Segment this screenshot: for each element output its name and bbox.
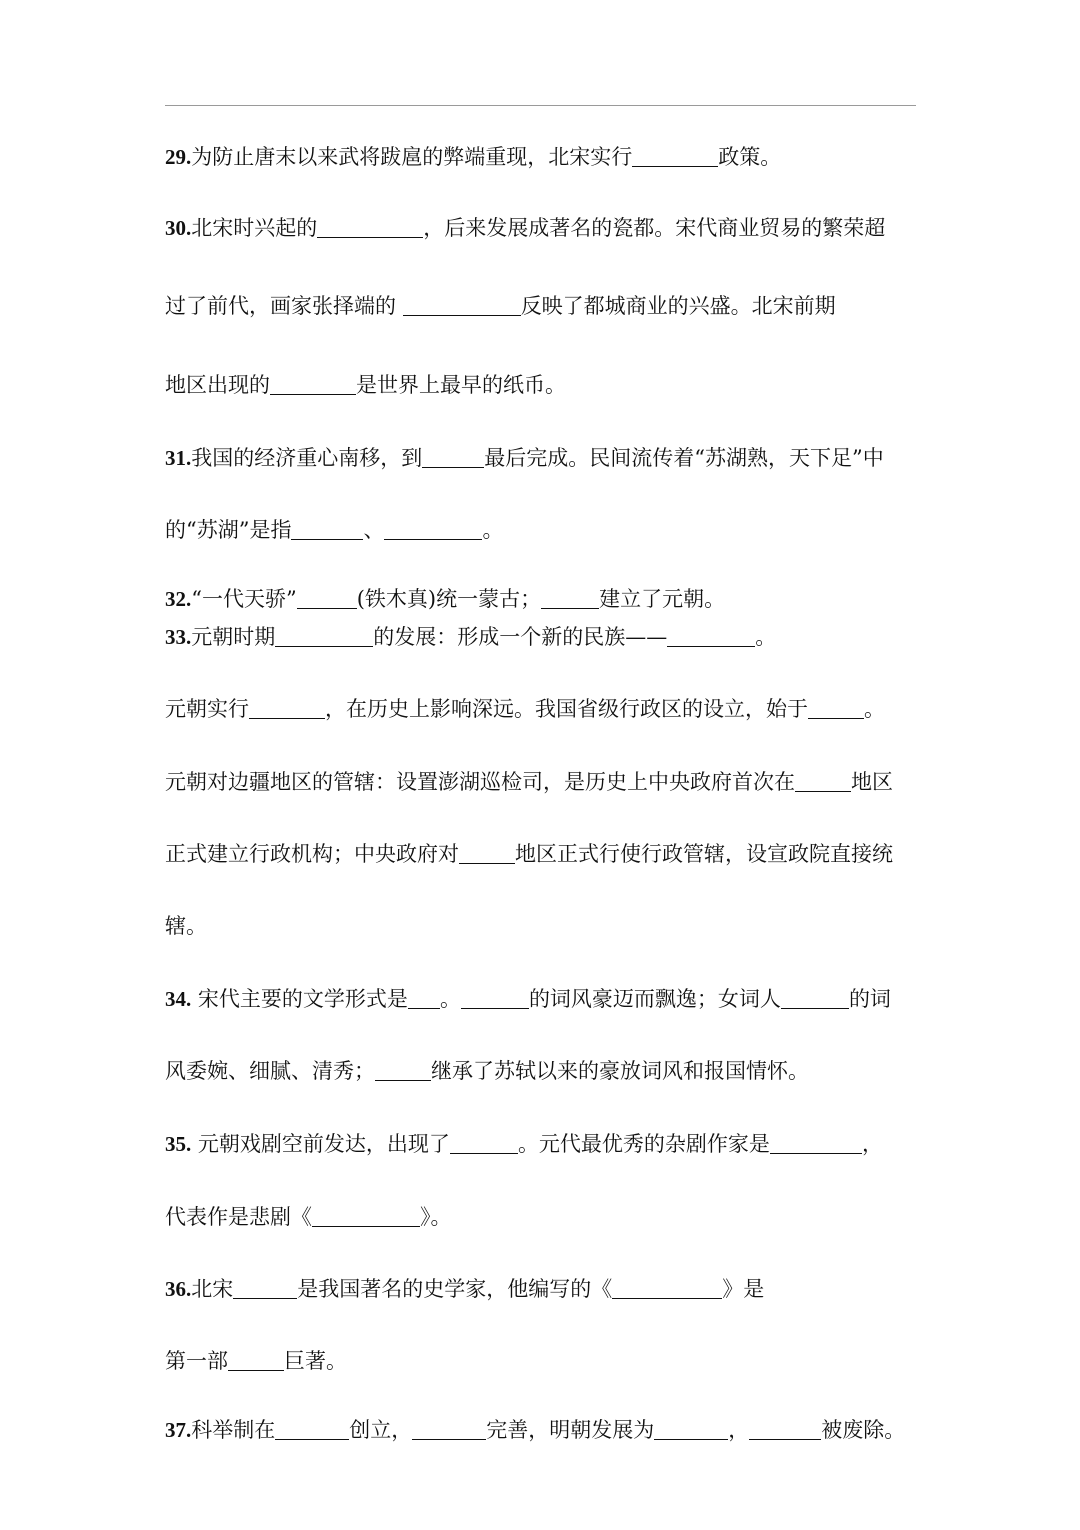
question-text: 正式建立行政机构；中央政府对: [165, 842, 459, 866]
question-text: 的“苏湖”是指: [165, 518, 292, 542]
answer-blank[interactable]: [422, 447, 484, 468]
question-31-line-2: [165, 515, 925, 545]
answer-blank[interactable]: [781, 988, 849, 1009]
question-text: 被废除。: [821, 1418, 906, 1442]
answer-blank[interactable]: [795, 771, 851, 792]
question-text: 元朝戏剧空前发达，出现了: [191, 1132, 450, 1156]
question-text: 创立，: [349, 1418, 413, 1442]
question-text: “一代天骄”: [191, 587, 297, 611]
question-text: 地区正式行使行政管辖，设宣政院直接统: [515, 842, 893, 866]
question-text: 完善，明朝发展为: [486, 1418, 655, 1442]
question-text: 》。: [420, 1205, 452, 1229]
question-35: [165, 1129, 925, 1159]
question-text: (铁木真)统一蒙古；: [356, 587, 542, 611]
question-text: 。元代最优秀的杂剧作家是: [517, 1132, 770, 1156]
question-text: 为防止唐末以来武将跋扈的弊端重现，北宋实行: [191, 145, 633, 169]
answer-blank[interactable]: [412, 1419, 486, 1440]
question-text: ，后来发展成著名的瓷都。宋代商业贸易的繁荣超: [423, 216, 886, 240]
answer-blank[interactable]: [450, 1133, 518, 1154]
question-33-line-2: [165, 694, 925, 724]
question-text: 反映了都城商业的兴盛。北宋前期: [520, 294, 836, 318]
answer-blank[interactable]: [808, 698, 864, 719]
answer-blank[interactable]: [233, 1278, 297, 1299]
question-text: 是世界上最早的纸币。: [356, 373, 566, 397]
question-text: 。: [439, 987, 461, 1011]
question-text: 最后完成。民间流传着“苏湖熟，天下足”中: [484, 446, 884, 470]
question-text: 。: [864, 697, 885, 721]
question-number: 36.: [165, 1277, 192, 1301]
question-text: 》是: [722, 1277, 765, 1301]
answer-blank[interactable]: [275, 626, 373, 647]
question-34-line-2: [165, 1056, 925, 1086]
question-text: ，: [861, 1132, 883, 1156]
question-text: 地区出现的: [165, 373, 270, 397]
question-33-line-3: [165, 767, 925, 797]
question-text: 地区: [851, 770, 893, 794]
question-29: [165, 142, 925, 172]
question-36: [165, 1274, 925, 1304]
question-number: 30.: [165, 216, 192, 240]
answer-blank[interactable]: [459, 843, 515, 864]
answer-blank[interactable]: [291, 519, 363, 540]
question-text: 。: [482, 518, 504, 542]
answer-blank[interactable]: [249, 698, 325, 719]
question-text: 继承了苏轼以来的豪放词风和报国情怀。: [431, 1059, 809, 1083]
answer-blank[interactable]: [541, 588, 599, 609]
question-text: 是我国著名的史学家，他编写的《: [297, 1277, 613, 1301]
question-text: 的发展：形成一个新的民族——: [373, 625, 668, 649]
question-30-line-2: [165, 291, 925, 321]
question-text: 元朝时期: [191, 625, 276, 649]
question-text: 北宋时兴起的: [191, 216, 318, 240]
question-30: [165, 213, 925, 243]
answer-blank[interactable]: [408, 988, 440, 1009]
question-text: 的词: [848, 987, 891, 1011]
answer-blank[interactable]: [312, 1206, 420, 1227]
question-number: 31.: [165, 446, 192, 470]
question-text: ，在历史上影响深远。我国省级行政区的设立，始于: [325, 697, 808, 721]
question-text: 元朝对边疆地区的管辖：设置澎湖巡检司，是历史上中央政府首次在: [165, 770, 795, 794]
question-text: 建立了元朝。: [599, 587, 726, 611]
answer-blank[interactable]: [317, 217, 423, 238]
answer-blank[interactable]: [632, 146, 718, 167]
question-number: 37.: [165, 1418, 192, 1442]
question-text: ，: [728, 1418, 750, 1442]
question-33-line-4: [165, 839, 925, 869]
answer-blank[interactable]: [770, 1133, 862, 1154]
question-text: 我国的经济重心南移，到: [191, 446, 423, 470]
question-text: 风委婉、细腻、清秀；: [165, 1059, 375, 1083]
answer-blank[interactable]: [275, 1419, 349, 1440]
question-36-line-2: [165, 1346, 925, 1376]
question-number: 35.: [165, 1132, 192, 1156]
question-text: 元朝实行: [165, 697, 249, 721]
answer-blank[interactable]: [403, 295, 521, 316]
question-number: 33.: [165, 625, 192, 649]
question-33-line-5: [165, 911, 925, 941]
question-text: 。: [755, 625, 777, 649]
question-text: 北宋: [191, 1277, 234, 1301]
answer-blank[interactable]: [228, 1350, 284, 1371]
question-33: [165, 622, 925, 652]
question-text: 过了前代，画家张择端的: [165, 294, 403, 318]
question-text: 巨著。: [284, 1349, 347, 1373]
question-32: [165, 584, 925, 614]
answer-blank[interactable]: [612, 1278, 722, 1299]
question-37: [165, 1415, 925, 1445]
question-text: 、: [363, 518, 385, 542]
question-34: [165, 984, 925, 1014]
question-text: 辖。: [165, 914, 207, 938]
question-35-line-2: [165, 1202, 925, 1232]
question-text: 科举制在: [191, 1418, 276, 1442]
question-text: 第一部: [165, 1349, 228, 1373]
question-30-line-3: [165, 370, 925, 400]
question-number: 29.: [165, 145, 192, 169]
answer-blank[interactable]: [749, 1419, 821, 1440]
answer-blank[interactable]: [375, 1060, 431, 1081]
question-text: 政策。: [718, 145, 782, 169]
answer-blank[interactable]: [384, 519, 482, 540]
question-31: [165, 443, 925, 473]
header-rule: [165, 105, 916, 106]
answer-blank[interactable]: [461, 988, 529, 1009]
question-text: 宋代主要的文学形式是: [191, 987, 408, 1011]
question-number: 34.: [165, 987, 192, 1011]
question-number: 32.: [165, 587, 192, 611]
answer-blank[interactable]: [667, 626, 755, 647]
answer-blank[interactable]: [270, 374, 356, 395]
question-text: 代表作是悲剧《: [165, 1205, 312, 1229]
question-text: 的词风豪迈而飘逸；女词人: [528, 987, 781, 1011]
answer-blank[interactable]: [654, 1419, 728, 1440]
answer-blank[interactable]: [297, 588, 357, 609]
